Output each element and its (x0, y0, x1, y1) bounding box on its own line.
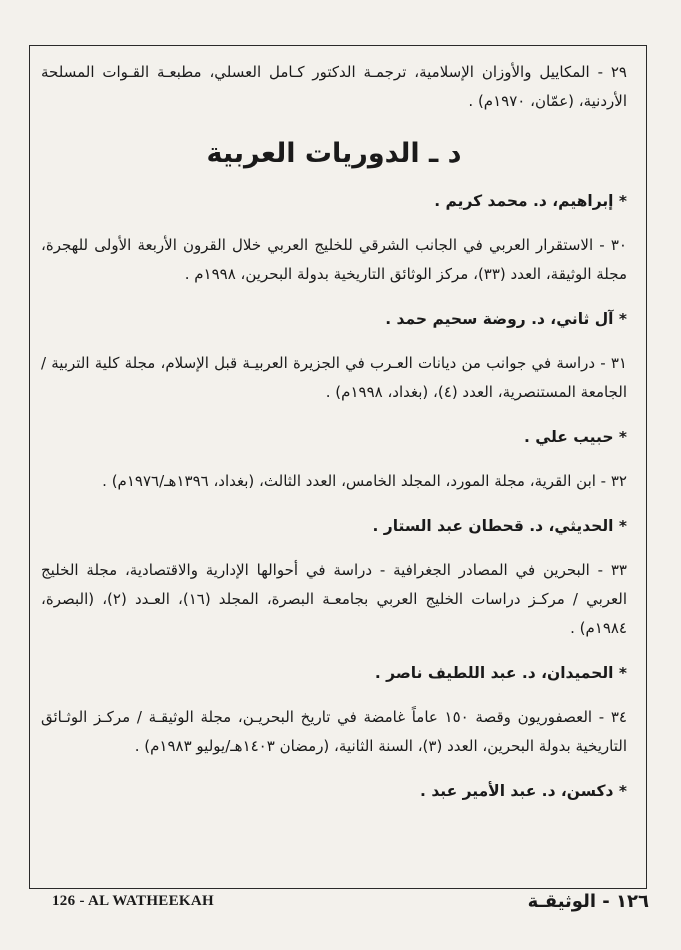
footer-page-label-arabic: ١٢٦ - الوثيقـة (527, 891, 649, 912)
author-name: * آل ثاني، د. روضة سحيم حمد . (385, 310, 627, 328)
bibliography-content (41, 58, 627, 821)
author-name: * إبراهيم، د. محمد كريم . (434, 192, 627, 210)
bibliography-entry-33: ٣٣ - البحرين في المصادر الجغرافية - دراسة في أحوالها الإدارية والاقتصادية، مجلة الخليج العربي / مركـز دراسات الخليج العربي بجامعـة البصرة، المجلد (١٦)، العـدد (٢)، (البصرة، ١٩٨٤م) . (41, 561, 627, 637)
author-name: * دكسن، د. عبد الأمير عبد . (420, 782, 627, 800)
bibliography-entry-31: ٣١ - دراسة في جوانب من ديانات العـرب في الجزيرة العربيـة قبل الإسلام، مجلة كلية التربية / الجامعة المستنصرية، العدد (٤)، (بغداد، ١٩٩٨م) . (41, 354, 627, 401)
footer-page-label-latin: 126 - AL WATHEEKAH (52, 893, 214, 909)
section-heading: د ـ الدوريات العربية (206, 138, 462, 169)
author-name: * حبيب علي . (523, 428, 627, 446)
author-name: * الحديثي، د. قحطان عبد الستار . (372, 517, 627, 535)
bibliography-entry-30: ٣٠ - الاستقرار العربي في الجانب الشرقي للخليج العربي خلال القرون الأربعة الأولى للهجرة، مجلة الوثيقة، العدد (٣٣)، مركز الوثائق التاريخية بدولة البحرين، ١٩٩٨م . (41, 236, 627, 283)
bibliography-entry-32: ٣٢ - ابن القرية، مجلة المورد، المجلد الخامس، العدد الثالث، (بغداد، ١٣٩٦هـ/١٩٧٦م) . (102, 472, 627, 490)
bibliography-entry-34: ٣٤ - العصفوريون وقصة ١٥٠ عاماً غامضة في تاريخ البحريـن، مجلة الوثيقـة / مركـز الوثـائق التاريخية بدولة البحرين، العدد (٣)، السنة الثانية، (رمضان ١٤٠٣هـ/يوليو ١٩٨٣م) . (41, 708, 627, 755)
page-footer (0, 893, 681, 917)
author-name: * الحميدان، د. عبد اللطيف ناصر . (374, 664, 627, 682)
bibliography-entry-29: ٢٩ - المكاييل والأوزان الإسلامية، ترجمـة الدكتور كـامل العسلي، مطبعـة القـوات المسلحة الأردنية، (عمّان، ١٩٧٠م) . (41, 63, 627, 110)
